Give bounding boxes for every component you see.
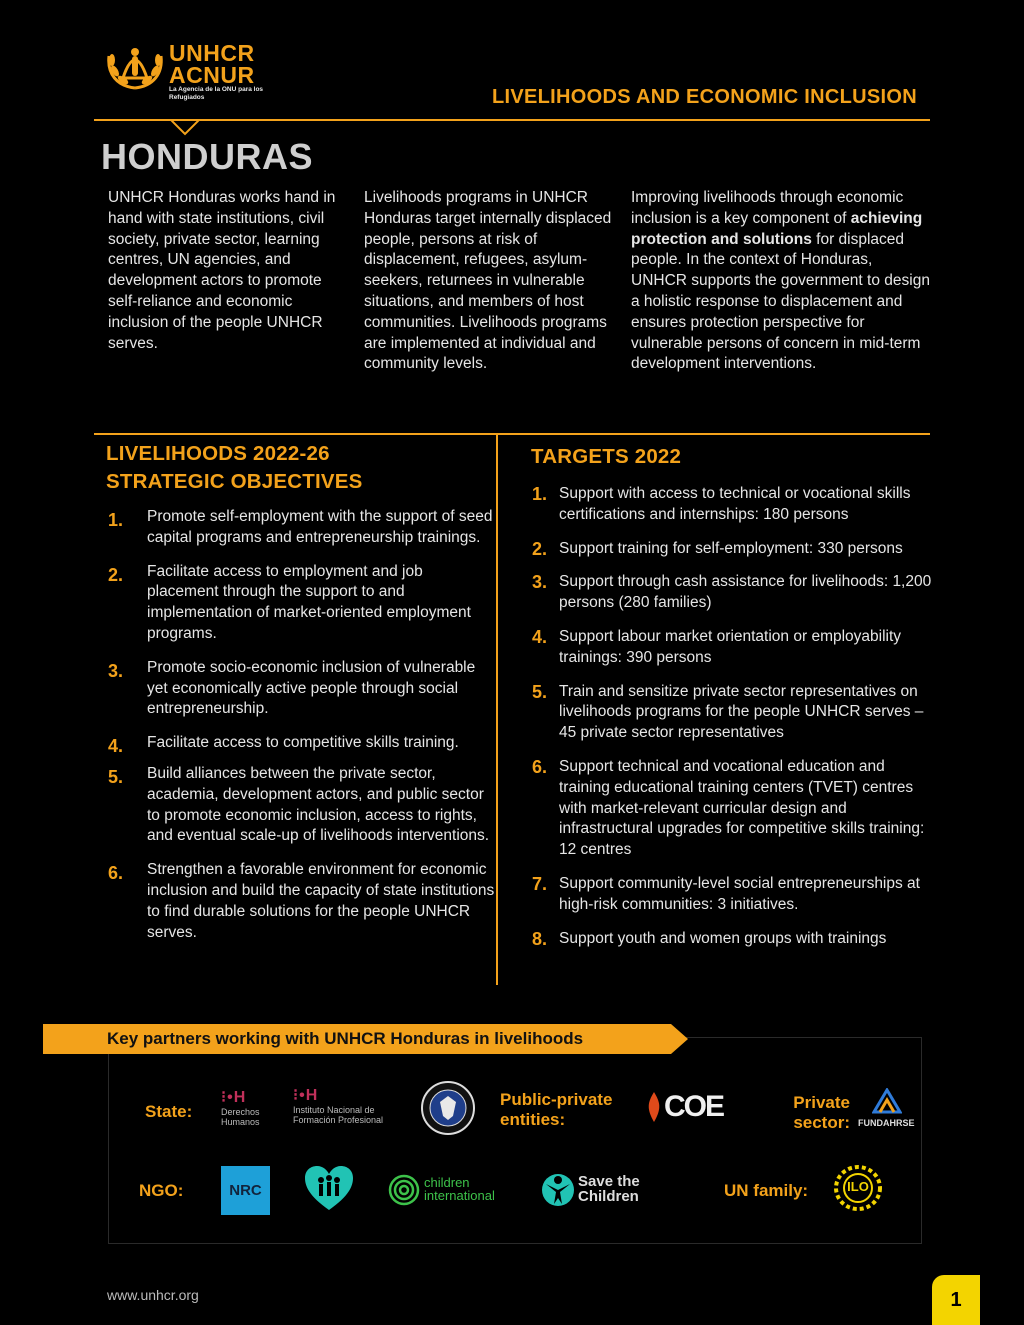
fundahrse-name: FUNDAHRSE bbox=[858, 1118, 915, 1128]
sdh-mark-icon: ⁝•H bbox=[221, 1089, 247, 1106]
objective-number: 5. bbox=[108, 766, 124, 787]
ilo-name: ILO bbox=[847, 1179, 869, 1194]
flame-icon bbox=[644, 1092, 664, 1122]
fundahrse-mark-icon bbox=[872, 1088, 902, 1114]
children-intl-text bbox=[424, 1176, 495, 1202]
objective-number: 2. bbox=[108, 564, 124, 585]
partners-banner bbox=[43, 1024, 688, 1054]
objective-number: 3. bbox=[108, 660, 124, 681]
intro-3-text-b: for displaced people. In the context of Honduras, UNHCR supports the government to design a holistic response to displacement and ensures protection perspective for vulnerable persons of concern in mid-term development interventions. bbox=[631, 230, 930, 373]
intro-3-text-a: Improving livelihoods through economic inclusion is a key component of bbox=[631, 189, 904, 227]
page-number-badge: 1 bbox=[932, 1275, 980, 1325]
stc-line2: Children bbox=[578, 1188, 639, 1205]
objectives-title-line1: LIVELIHOODS 2022-26 bbox=[106, 442, 330, 465]
objective-text: Build alliances between the private sector, academia, development actors, and public sector to promote economic inclusion, access to rights, and eventual scale-up of livelihoods interventions. bbox=[147, 764, 490, 845]
objectives-list bbox=[108, 507, 498, 956]
target-text: Support youth and women groups with trainings bbox=[559, 929, 887, 947]
objective-text: Promote socio-economic inclusion of vulnerable yet economically active people through social entrepreneurship. bbox=[147, 658, 476, 718]
target-item bbox=[532, 682, 932, 744]
state-label: State: bbox=[145, 1102, 193, 1121]
intro-column-2: Livelihoods programs in UNHCR Honduras target internally displaced people, persons at risk of displacement, refugees, asylum-seekers, returnees in vulnerable situations, and members of host communities. Livelihoods programs are implemented at individual and community levels. bbox=[364, 189, 612, 373]
concentric-circles-icon bbox=[388, 1174, 420, 1206]
child-figure-icon bbox=[540, 1170, 576, 1208]
ilo-logo bbox=[832, 1164, 884, 1212]
save-the-children-logo bbox=[540, 1170, 650, 1210]
targets-title: TARGETS 2022 bbox=[531, 445, 682, 468]
objectives-title bbox=[106, 440, 486, 496]
children-intl-line2: international bbox=[424, 1188, 495, 1203]
coe-logo bbox=[644, 1090, 728, 1134]
private-sector-label bbox=[786, 1093, 850, 1133]
objective-item bbox=[108, 658, 498, 720]
heart-people-icon bbox=[303, 1164, 355, 1214]
target-text: Support technical and vocational education and training educational training centers (TVET) centres with market-relevant curricular design and infrastructural upgrades for competitive skills training: 12 centres bbox=[559, 757, 925, 859]
target-item bbox=[532, 572, 932, 614]
nrc-name: NRC bbox=[229, 1182, 262, 1199]
stc-text bbox=[578, 1174, 640, 1204]
public-private-line1: Public-private bbox=[500, 1090, 613, 1109]
infop-logo bbox=[293, 1085, 411, 1133]
ngo-label: NGO: bbox=[139, 1181, 184, 1200]
objective-item bbox=[108, 507, 498, 549]
target-number: 7. bbox=[532, 873, 548, 894]
footer-url-link[interactable]: www.unhcr.org bbox=[107, 1287, 199, 1303]
intro-3-bold: achieving protection and solutions bbox=[631, 209, 923, 248]
sdh-logo bbox=[221, 1087, 283, 1133]
target-number: 3. bbox=[532, 572, 548, 593]
unhcr-logo bbox=[103, 38, 273, 104]
section-divider bbox=[94, 433, 930, 435]
header-notch-arrow bbox=[170, 119, 200, 137]
objective-item bbox=[108, 860, 498, 943]
coe-name: COE bbox=[664, 1090, 724, 1123]
infop-name: Instituto Nacional de Formación Profesional bbox=[293, 1105, 384, 1125]
logo-line-unhcr: UNHCR bbox=[169, 40, 255, 66]
objectives-title-line2: STRATEGIC OBJECTIVES bbox=[106, 470, 363, 493]
target-text: Support labour market orientation or employability trainings: 390 persons bbox=[559, 627, 902, 666]
nrc-logo bbox=[221, 1166, 270, 1215]
objective-text: Strengthen a favorable environment for economic inclusion and build the capacity of state institutions to find durable solutions for the people UNHCR serves. bbox=[147, 861, 495, 941]
police-seal-icon bbox=[420, 1080, 476, 1136]
logo-line-acnur: ACNUR bbox=[169, 62, 255, 88]
document-category-label: LIVELIHOODS AND ECONOMIC INCLUSION bbox=[491, 86, 917, 108]
target-number: 1. bbox=[532, 484, 548, 504]
target-text: Support through cash assistance for livelihoods: 1,200 persons (280 families) bbox=[559, 573, 932, 612]
target-text: Support community-level social entrepreneurships at high-risk communities: 3 initiatives. bbox=[559, 874, 920, 913]
laurel-people-icon bbox=[103, 38, 167, 94]
objective-number: 4. bbox=[108, 736, 124, 757]
objective-number: 1. bbox=[108, 510, 124, 530]
objective-item bbox=[108, 733, 498, 757]
private-line1: Private bbox=[793, 1093, 850, 1112]
public-private-line2: entities: bbox=[500, 1110, 566, 1129]
public-private-label bbox=[500, 1090, 612, 1130]
sdh-name: Derechos Humanos bbox=[221, 1107, 260, 1127]
stc-line1: Save the bbox=[578, 1173, 640, 1190]
objective-text: Facilitate access to competitive skills training. bbox=[147, 734, 459, 752]
target-number: 4. bbox=[532, 626, 548, 647]
target-item bbox=[532, 757, 932, 861]
target-item bbox=[532, 484, 932, 526]
target-number: 2. bbox=[532, 538, 548, 559]
target-text: Support with access to technical or vocational skills certifications and internships: 180 persons bbox=[559, 485, 911, 523]
children-international-logo bbox=[388, 1174, 510, 1208]
objective-item bbox=[108, 764, 498, 847]
target-item bbox=[532, 539, 932, 560]
partners-title: Key partners working with UNHCR Honduras in livelihoods bbox=[107, 1029, 584, 1048]
private-line2: sector: bbox=[793, 1113, 850, 1132]
target-text: Support training for self-employment: 330 persons bbox=[559, 539, 903, 557]
target-number: 8. bbox=[532, 928, 548, 949]
logo-tagline: La Agencia de la ONU para los Refugiados bbox=[169, 86, 264, 101]
target-number: 6. bbox=[532, 756, 548, 777]
objective-text: Facilitate access to employment and job placement through the support to and implementation of market-oriented employment programs. bbox=[147, 562, 471, 642]
intro-column-3 bbox=[631, 188, 931, 375]
target-number: 5. bbox=[532, 681, 548, 702]
children-intl-line1: children bbox=[424, 1175, 470, 1190]
objective-text: Promote self-employment with the support of seed capital programs and entrepreneurship trainings. bbox=[147, 508, 493, 546]
target-item bbox=[532, 627, 932, 669]
header-divider bbox=[94, 119, 930, 121]
infop-mark-icon: ⁝•H bbox=[293, 1087, 319, 1104]
target-item bbox=[532, 874, 932, 916]
fundahrse-logo bbox=[858, 1088, 918, 1138]
un-family-label: UN family: bbox=[724, 1181, 809, 1200]
intro-column-1: UNHCR Honduras works hand in hand with state institutions, civil society, private sector, learning centres, UN agencies, and development actors to promote self-reliance and economic inclusion of the people UNHCR serves. bbox=[108, 189, 336, 352]
target-text: Train and sensitize private sector representatives on livelihoods programs for the people UNHCR serves – 45 private sector representatives bbox=[559, 682, 924, 742]
objective-item bbox=[108, 562, 498, 645]
page-title: HONDURAS bbox=[101, 136, 314, 177]
target-item bbox=[532, 929, 932, 950]
targets-list bbox=[532, 484, 932, 962]
objective-number: 6. bbox=[108, 863, 124, 884]
